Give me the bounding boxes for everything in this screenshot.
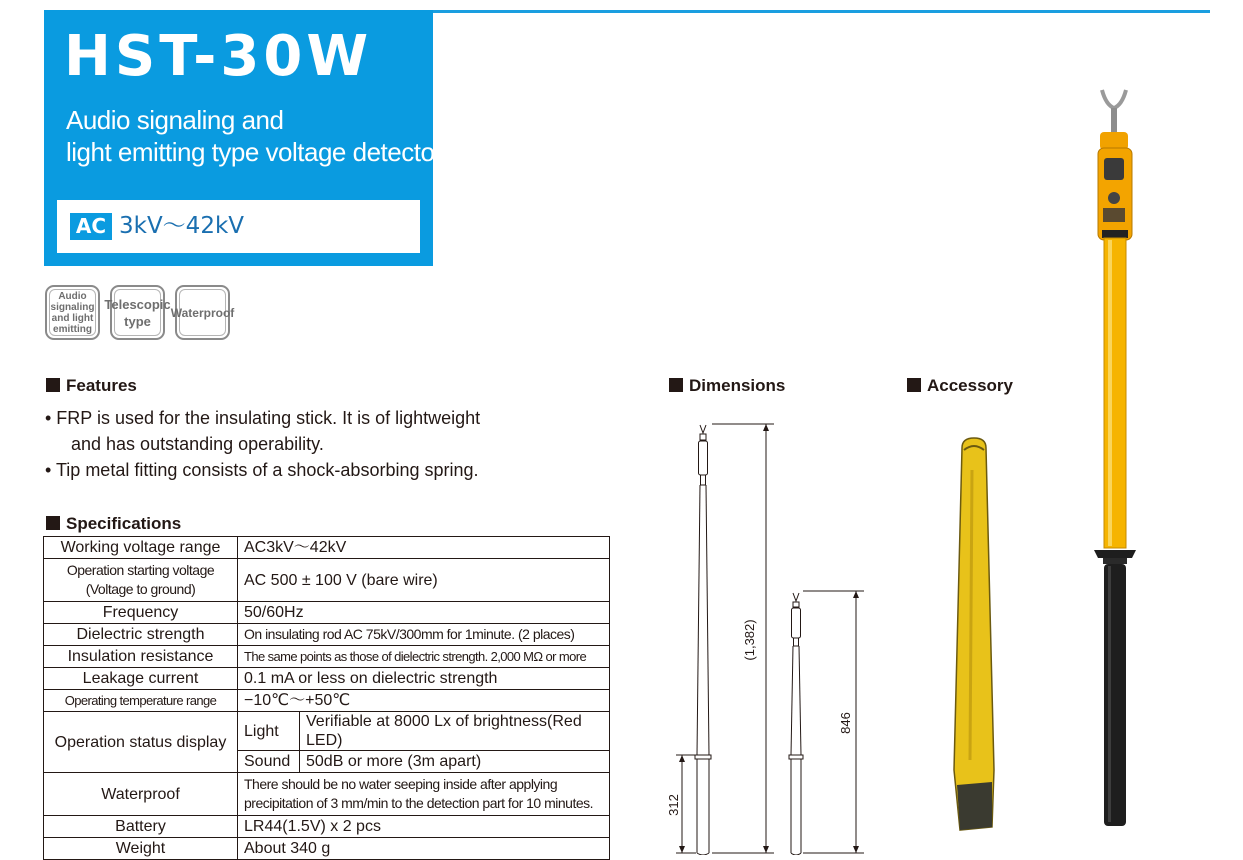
feature-item: • FRP is used for the insulating stick. It is of lightweight and has outstanding operability. [45, 408, 481, 454]
table-row [44, 668, 610, 690]
spec-value: 0.1 mA or less on dielectric strength [238, 668, 610, 690]
spec-label: Leakage current [44, 668, 238, 690]
spec-value: LR44(1.5V) x 2 pcs [238, 816, 610, 838]
heading-square-icon [669, 378, 683, 392]
carrying-case-image [940, 430, 1010, 835]
badge-telescopic-line-2: type [124, 313, 151, 329]
features-heading: Features [46, 375, 137, 397]
spec-value: −10℃〜+50℃ [238, 690, 610, 712]
table-row [44, 624, 610, 646]
spec-value: About 340 g [238, 838, 610, 860]
dimensions-heading: Dimensions [669, 375, 785, 397]
heading-square-icon [46, 378, 60, 392]
spec-value: AC 500 ± 100 V (bare wire) [238, 559, 610, 602]
header-rule [433, 10, 1210, 13]
table-row [44, 646, 610, 668]
badge-audio-line-2: signaling [50, 301, 95, 313]
voltage-range: 3kV〜42kV [119, 213, 245, 239]
telescopic-badge [104, 285, 171, 340]
spec-label: Waterproof [44, 773, 238, 816]
spec-label: Operating temperature range [44, 690, 238, 712]
dimension-retracted: 846 [838, 712, 853, 734]
dimensions-drawing [650, 405, 880, 855]
spec-label: Operation starting voltage (Voltage to ground) [44, 559, 238, 602]
spec-value: Verifiable at 8000 Lx of brightness(Red LED) [300, 712, 610, 751]
dimension-section: 312 [666, 794, 681, 816]
dimension-extended: (1,382) [742, 619, 757, 661]
table-row [44, 537, 610, 559]
spec-sublabel: Light [238, 712, 300, 751]
spec-label: Operation status display [44, 712, 238, 773]
feature-item: • Tip metal fitting consists of a shock-absorbing spring. [45, 460, 479, 480]
spec-label: Insulation resistance [44, 646, 238, 668]
spec-value: On insulating rod AC 75kV/300mm for 1minute. (2 places) [238, 624, 610, 646]
spec-sublabel: Sound [238, 751, 300, 773]
spec-value: 50/60Hz [238, 602, 610, 624]
spec-value: AC3kV〜42kV [238, 537, 610, 559]
badge-audio-line-3: and light [51, 312, 94, 324]
spec-label: Weight [44, 838, 238, 860]
spec-value: 50dB or more (3m apart) [300, 751, 610, 773]
specifications-table [43, 536, 610, 860]
spec-label: Battery [44, 816, 238, 838]
table-row [44, 602, 610, 624]
waterproof-badge [170, 285, 235, 340]
accessory-heading: Accessory [907, 375, 1013, 397]
badge-audio-line-4: emitting [53, 323, 92, 335]
voltage-range-box [57, 200, 420, 253]
subtitle-line-2: light emitting type voltage detector [66, 137, 443, 167]
badge-audio-line-1: Audio [58, 290, 87, 302]
spec-label: Frequency [44, 602, 238, 624]
ac-tag: AC [70, 213, 112, 240]
specifications-heading: Specifications [46, 513, 181, 535]
table-row [44, 838, 610, 860]
table-row [44, 559, 610, 602]
model-title: HST-30W [64, 24, 373, 89]
badge-waterproof-label: Waterproof [170, 305, 235, 320]
heading-square-icon [907, 378, 921, 392]
spec-label: Working voltage range [44, 537, 238, 559]
table-row [44, 712, 610, 751]
spec-value: There should be no water seeping inside after applying precipitation of 3 mm/min to the detection part for 10 minutes. [238, 773, 610, 816]
audio-light-badge [45, 285, 100, 340]
table-row [44, 816, 610, 838]
voltage-detector-image [1070, 80, 1170, 840]
features-list [45, 405, 515, 483]
spec-value: The same points as those of dielectric strength. 2,000 MΩ or more [238, 646, 610, 668]
table-row [44, 773, 610, 816]
badge-telescopic-line-1: Telescopic [104, 296, 171, 312]
heading-square-icon [46, 516, 60, 530]
table-row [44, 690, 610, 712]
product-subtitle [66, 104, 443, 168]
spec-label: Dielectric strength [44, 624, 238, 646]
subtitle-line-1: Audio signaling and [66, 105, 284, 135]
